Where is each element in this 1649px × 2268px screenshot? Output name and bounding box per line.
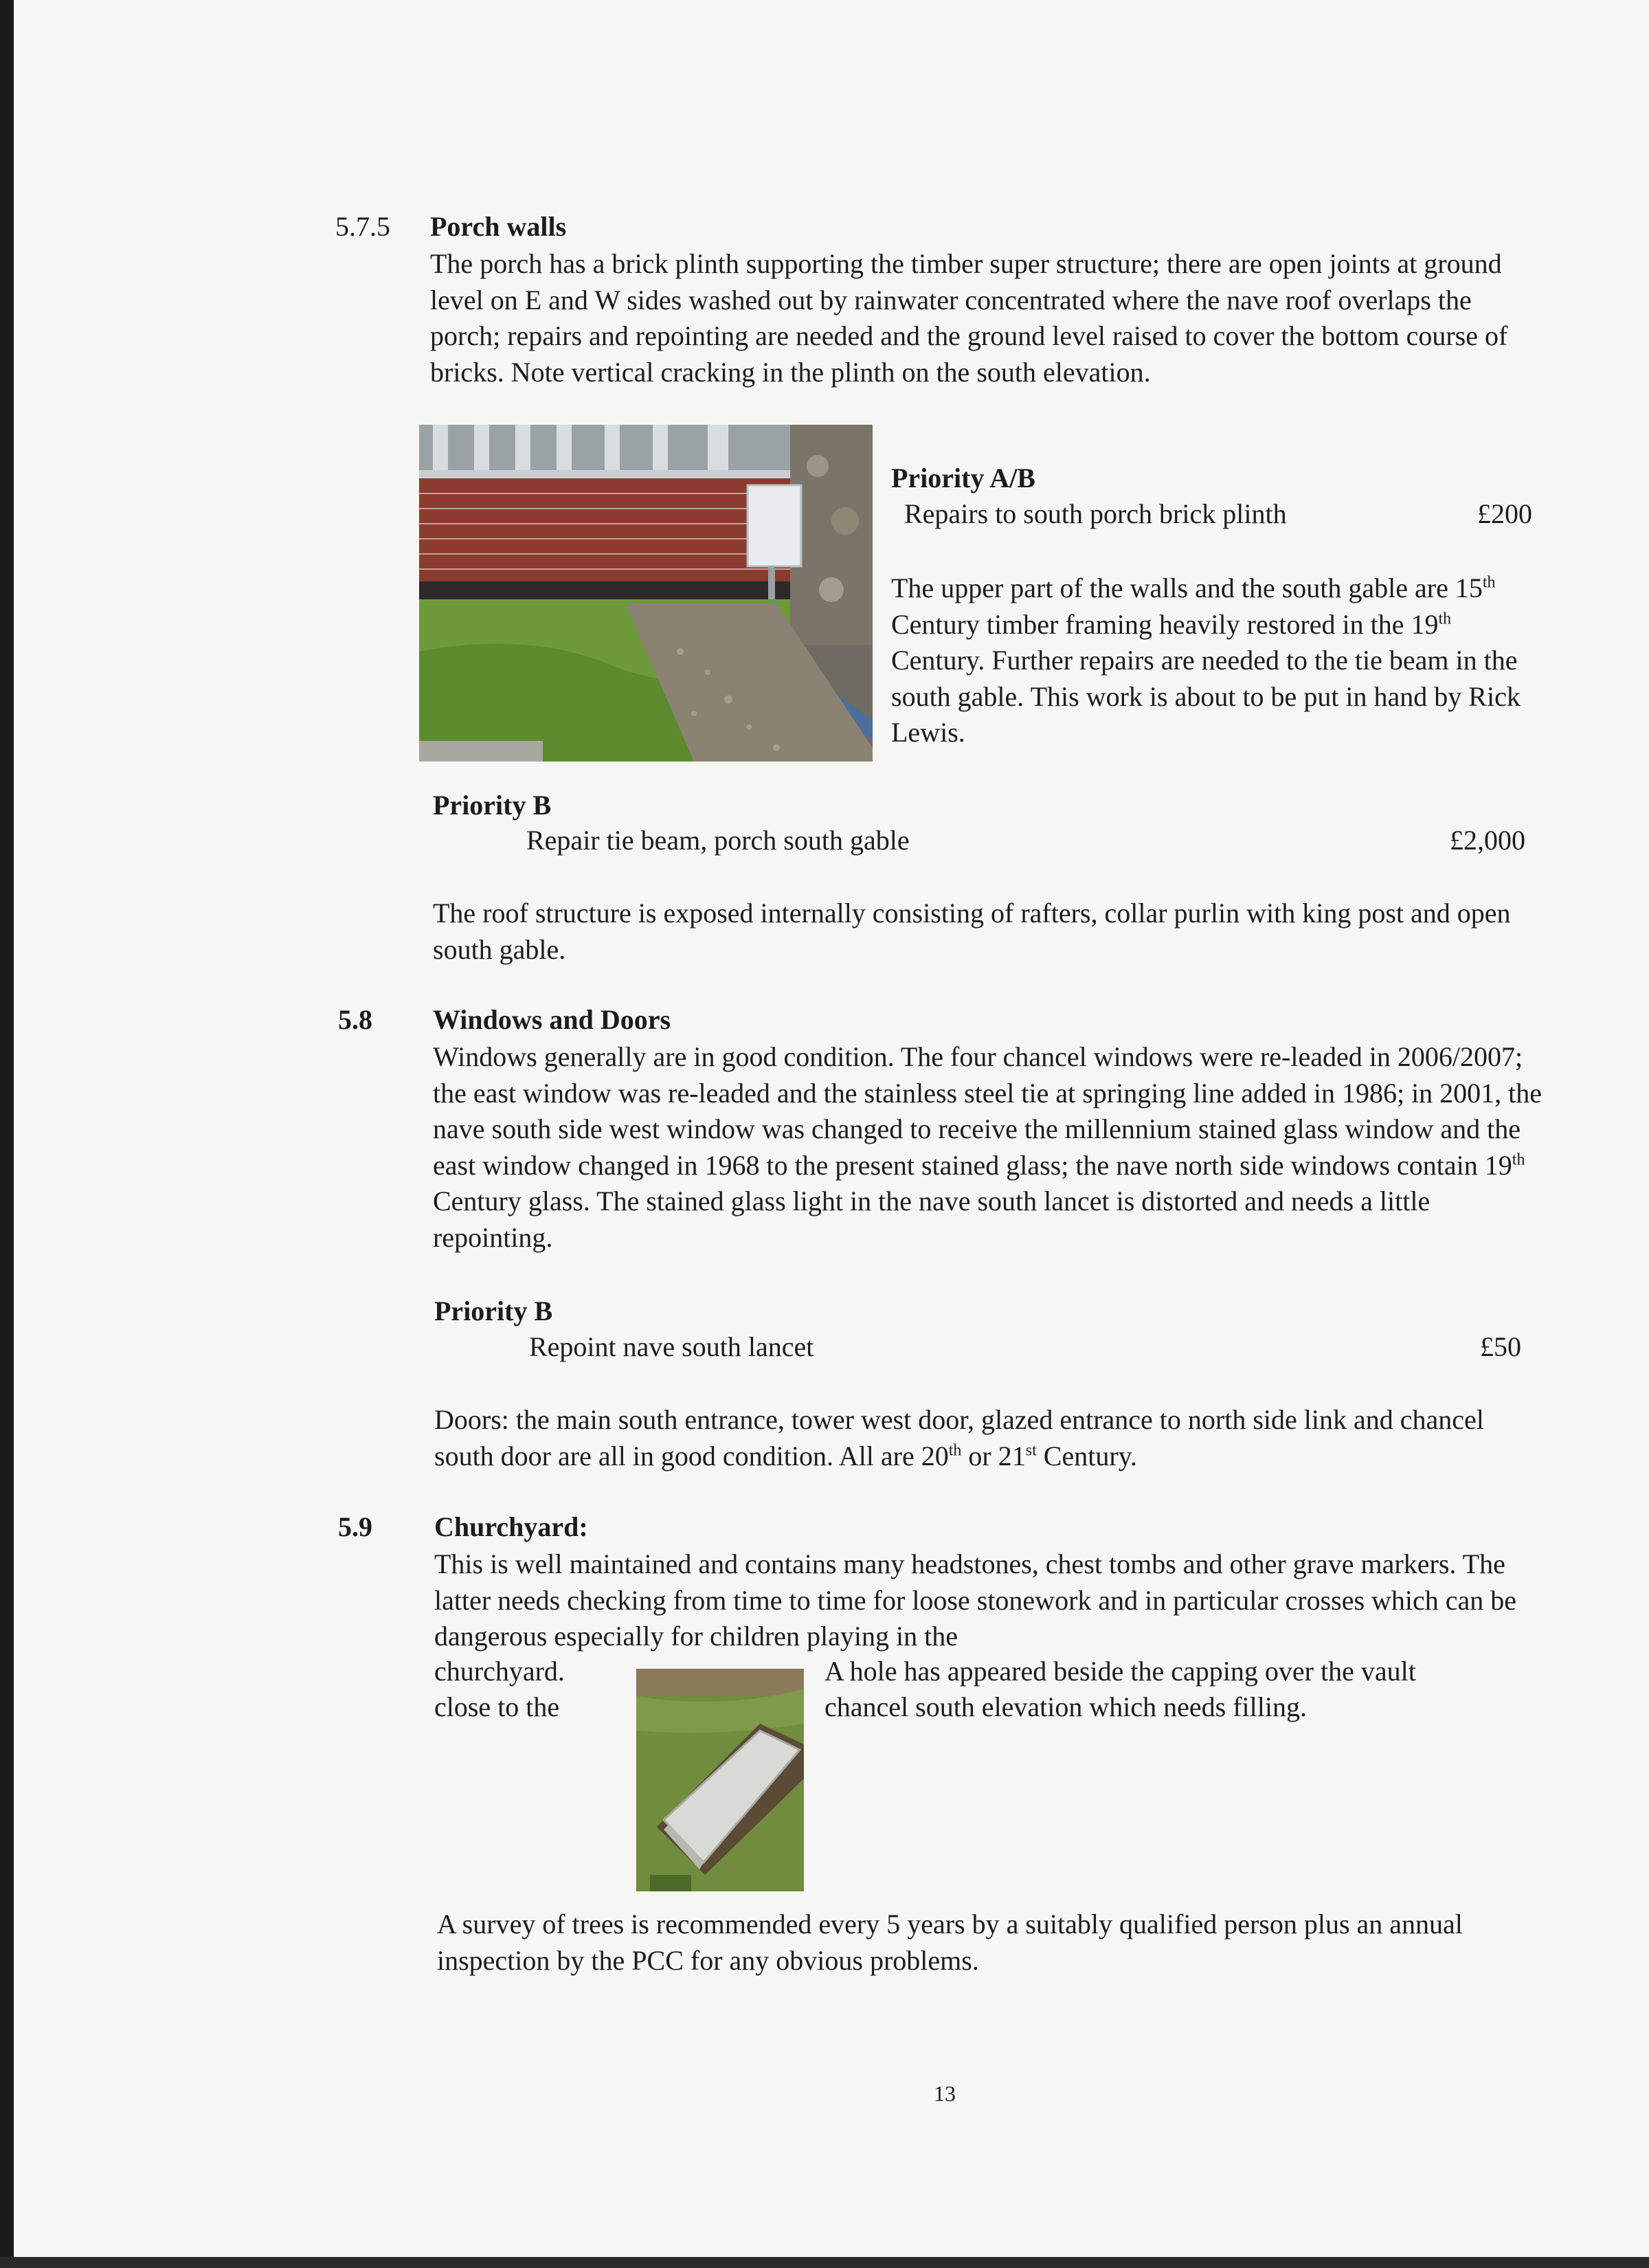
churchyard-paragraph: This is well maintained and contains many headstones, chest tombs and other grave markers. The latter needs checking from time to time for loose stonework and in particular crosses which can be dangerous especially for children playing in the: [434, 1548, 1517, 1652]
priority-b-item-tie-beam: Repair tie beam, porch south gable: [526, 825, 910, 856]
section-number-5-8: 5.8: [338, 1004, 372, 1035]
timber-framing-paragraph: The upper part of the walls and the south gable are 15th Century timber framing heavily restored in the 19th Century. Further repairs are needed to the tie beam in the south gable. This work is about to be put in hand by Rick Lewis.: [891, 572, 1521, 748]
priority-b-cost-lancet: £50: [1480, 1331, 1521, 1362]
porch-plinth-photo: [419, 425, 873, 761]
priority-ab-cost: £200: [1477, 498, 1532, 529]
churchyard-line-right-1: A hole has appeared beside the capping over the vault: [824, 1656, 1416, 1687]
churchyard-line-right-2: chancel south elevation which needs filling.: [824, 1691, 1308, 1722]
windows-paragraph: Windows generally are in good condition. The four chancel windows were re-leaded in 2006/2007; the east window was re-leaded and the stainless steel tie at springing line added in 1986; in 2001, the nave south side west window was changed to receive the millennium stained glass window and the east window changed in 1968 to the present stained glass; the nave north side windows contain 19th Century glass. The stained glass light in the nave south lancet is distorted and needs a little repointing.: [433, 1041, 1543, 1253]
churchyard-line-left-2: close to the: [434, 1691, 560, 1722]
priority-ab-item: Repairs to south porch brick plinth: [904, 498, 1287, 529]
priority-b-cost-tie-beam: £2,000: [1450, 825, 1525, 856]
vault-capping-photo: [636, 1669, 804, 1891]
priority-ab-label: Priority A/B: [891, 463, 1035, 493]
priority-b-item-lancet: Repoint nave south lancet: [529, 1331, 814, 1362]
roof-structure-paragraph: The roof structure is exposed internally consisting of rafters, collar purlin with king post and open south gable.: [433, 898, 1511, 965]
scan-edge-bottom: [0, 2257, 1649, 2268]
porch-walls-paragraph: The porch has a brick plinth supporting the timber super structure; there are open joints at ground level on E and W sides washed out by rainwater concentrated where the nave roof overlaps the porch; repairs and repointing are needed and the ground level raised to cover the bottom course of bricks. Note vertical cracking in the plinth on the south elevation.: [430, 248, 1508, 388]
page-number: 13: [934, 2081, 956, 2106]
section-number-5-7-5: 5.7.5: [335, 211, 390, 242]
section-title-windows-doors: Windows and Doors: [433, 1004, 671, 1035]
scan-edge-left: [0, 0, 14, 2268]
section-title-churchyard: Churchyard:: [434, 1511, 588, 1542]
section-title-porch-walls: Porch walls: [430, 211, 567, 242]
priority-b-label-tie-beam: Priority B: [433, 790, 552, 821]
priority-b-label-lancet: Priority B: [434, 1296, 553, 1326]
churchyard-line-left-1: churchyard.: [434, 1656, 565, 1687]
section-number-5-9: 5.9: [338, 1511, 372, 1542]
tree-survey-paragraph: A survey of trees is recommended every 5 years by a suitably qualified person plus an annual inspection by the PCC for any obvious problems.: [437, 1909, 1463, 1976]
doors-paragraph: Doors: the main south entrance, tower west door, glazed entrance to north side link and chancel south door are all in good condition. All are 20th or 21st Century.: [434, 1404, 1484, 1471]
